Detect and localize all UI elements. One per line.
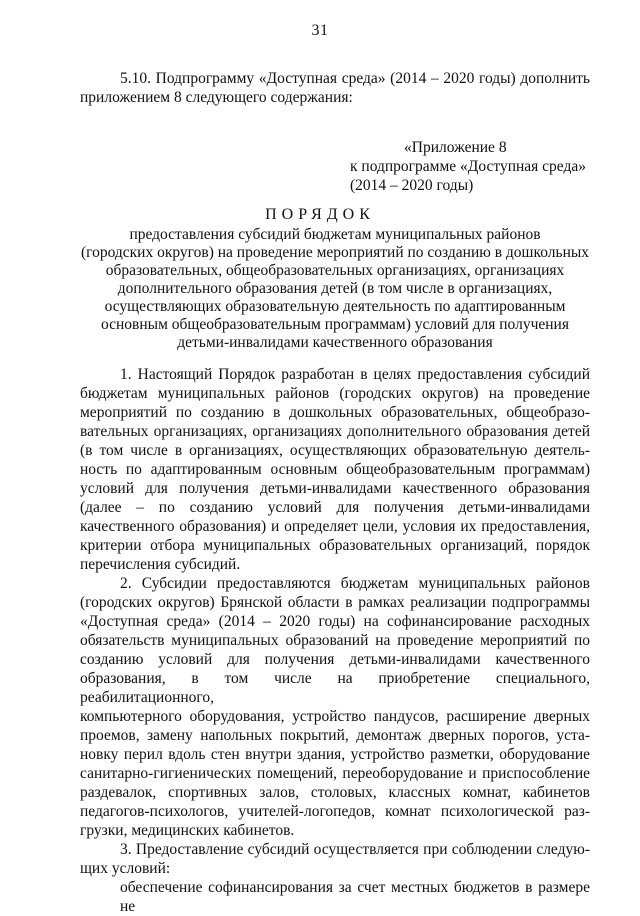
subtitle-line: образовательных, общеобразовательных организациях, организациях [105, 262, 565, 279]
paragraph-line: условий для получения детьми-инвалидами качественного образования [80, 480, 590, 497]
paragraph-line: образования, в том числе на приобретение специального, реабилитационного, [80, 670, 590, 706]
paragraph-line: ность по адаптированным основным общеобразовательным программам) [80, 461, 590, 478]
page-number: 31 [311, 22, 329, 39]
paragraph-4 [80, 878, 590, 916]
appendix-line-2: к подпрограмме «Доступная среда» [350, 158, 586, 175]
paragraph-line: раздевалок, спортивных залов, столовых, классных комнат, кабинетов [80, 784, 590, 801]
paragraph-line: 3. Предоставление субсидий осуществляется при соблюдении следую- [120, 841, 590, 858]
intro-paragraph: 5.10. Подпрограмму «Доступная среда» (2014 – 2020 годы) дополнить приложением 8 следующего содержания: [80, 70, 590, 106]
paragraph-line: щих условий: [80, 860, 171, 877]
paragraph-line: «Доступная среда» (2014 – 2020 годы) на софинансирование расходных [80, 613, 590, 630]
paragraph-line: обеспечение софинансирования за счет местных бюджетов в размере не [120, 879, 590, 915]
paragraph-line: перечисления субсидий. [80, 556, 241, 573]
paragraph-line: качественного образования) и определяет цели, условия их предоставления, [80, 518, 590, 535]
paragraph-line: педагогов-психологов, учителей-логопедов, комнат психологической раз- [80, 803, 590, 820]
paragraph-line: санитарно-гигиенических помещений, переоборудование и приспособление [80, 765, 590, 782]
subtitle-line: предоставления субсидий бюджетам муниципальных районов [129, 226, 541, 243]
paragraph-2 [80, 574, 590, 840]
appendix-heading [350, 138, 610, 195]
paragraph-line: компьютерного оборудования, устройство пандусов, расширение дверных [80, 708, 590, 725]
subtitle-line: (городских округов) на проведение мероприятий по созданию в дошкольных [80, 244, 590, 261]
subtitle-line: дополнительного образования детей (в том числе в организациях, [117, 280, 553, 297]
paragraph-line: обязательств муниципальных образований на проведение мероприятий по [80, 632, 590, 649]
document-body [80, 365, 590, 916]
paragraph-line: мероприятий по созданию в дошкольных образовательных, общеобразо- [80, 404, 590, 421]
subtitle-line: осуществляющих образовательную деятельность по адаптированным [104, 298, 566, 315]
paragraph-line: (далее – по созданию условий для получения детьми-инвалидами [80, 499, 590, 516]
paragraph-line: 2. Субсидии предоставляются бюджетам муниципальных районов [120, 575, 590, 592]
paragraph-line: 1. Настоящий Порядок разработан в целях предоставления субсидий [120, 366, 590, 383]
document-title: ПОРЯДОК [265, 206, 375, 223]
appendix-line-1: «Приложение 8 [404, 139, 507, 156]
paragraph-line: критерии отбора муниципальных образовательных организаций, порядок [80, 537, 590, 554]
subtitle-line: детьми-инвалидами качественного образования [177, 334, 493, 351]
subtitle-line: основным общеобразовательным программам) условий для получения [101, 316, 569, 333]
paragraph-line: проемов, замену напольных покрытий, демонтаж дверных порогов, уста- [80, 727, 590, 744]
paragraph-1 [80, 365, 590, 574]
paragraph-line: (городских округов) Брянской области в рамках реализации подпрограммы [80, 594, 590, 611]
paragraph-line: (в том числе в организациях, осуществляющих образовательную деятель- [80, 442, 590, 459]
paragraph-line: грузки, медицинских кабинетов. [80, 822, 295, 839]
paragraph-line: вательных организациях, организациях дополнительного образования детей [80, 423, 590, 440]
paragraph-line: новку перил вдоль стен внутри здания, устройство разметки, оборудование [80, 746, 590, 763]
paragraph-line: созданию условий для получения детьми-инвалидами качественного [80, 651, 590, 668]
paragraph-line: бюджетам муниципальных районов (городских округов) на проведение [80, 385, 590, 402]
paragraph-3 [80, 840, 590, 878]
appendix-line-3: (2014 – 2020 годы) [350, 177, 474, 194]
document-subtitle [80, 226, 590, 352]
